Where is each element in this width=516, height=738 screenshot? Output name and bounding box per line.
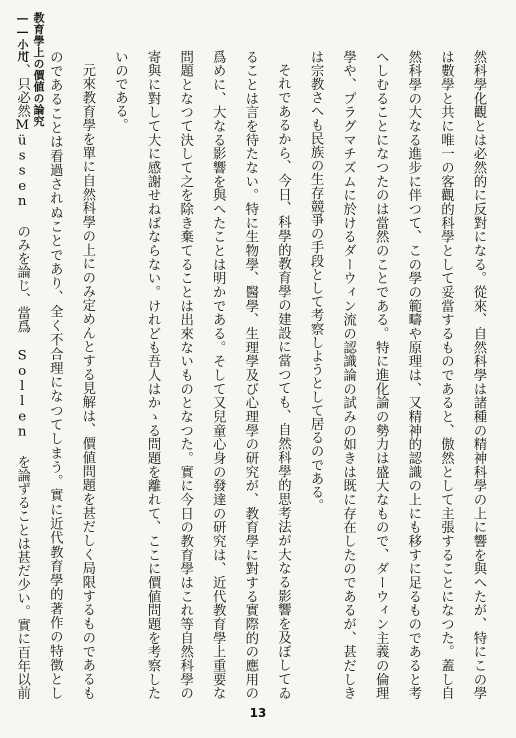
paragraph: それであるから、今日、科學的教育學の建設に當つても、自然科學的思考法が大なる影響を及ぼしてゐることは言を待たない。特に生物學、醫學、生理學及び心理學の研究が、教育學に對する實際的の應用の爲めに、大なる影響を與へたことは明かである。そして又兒童心身の發達の研究は、近代教育學上重要な問題となつて決して之を除き棄てることは出來ないものとなつた。實に今日の教育學はこれ等自然科學の寄與に對して大に感謝せねばならない。けれども吾人はかゝる問題を離れて、ここに價値問題を考察したいのである。 bbox=[112, 50, 291, 700]
paragraph: 然科學化觀とは必然的に反對になる。從來、自然科學は諸種の精神科學の上に響を與へたが、特にこの學は數學と共に唯一の客觀的科學として妥當するものであると、傲然として主張することになつた。蓋し自然科學の大なる進步に伴つて、この學の範疇や原理は、又精神的認識の上にも移すに足るものであると考へしむることになつたのは當然のことである。特に進化論の勢力は盛大なもので、ダーウィン主義の倫理學や、プラグマチズムに於けるダーウィン流の認識論の試みの如きは既に存在したのであるが、甚だしきは宗教さへも民族の生存競爭の手段として考察しようとして居るのである。 bbox=[308, 50, 486, 700]
paragraph: 元來教育學を單に自然科學の上にのみ定めんとする見解は、價値問題を甚だしく局限するものであるものであることは看過されぬことであり、全く不合理になつてしまう。實に近代教育學的著作の特徴として、只必然Müssen のみを論じ、當爲 Sollen を論ずることは甚だ少い。實に百年以前 bbox=[14, 50, 95, 700]
page-number: 13 bbox=[249, 706, 267, 720]
running-head: 教育學上の價値の論究――小川 bbox=[16, 12, 45, 127]
